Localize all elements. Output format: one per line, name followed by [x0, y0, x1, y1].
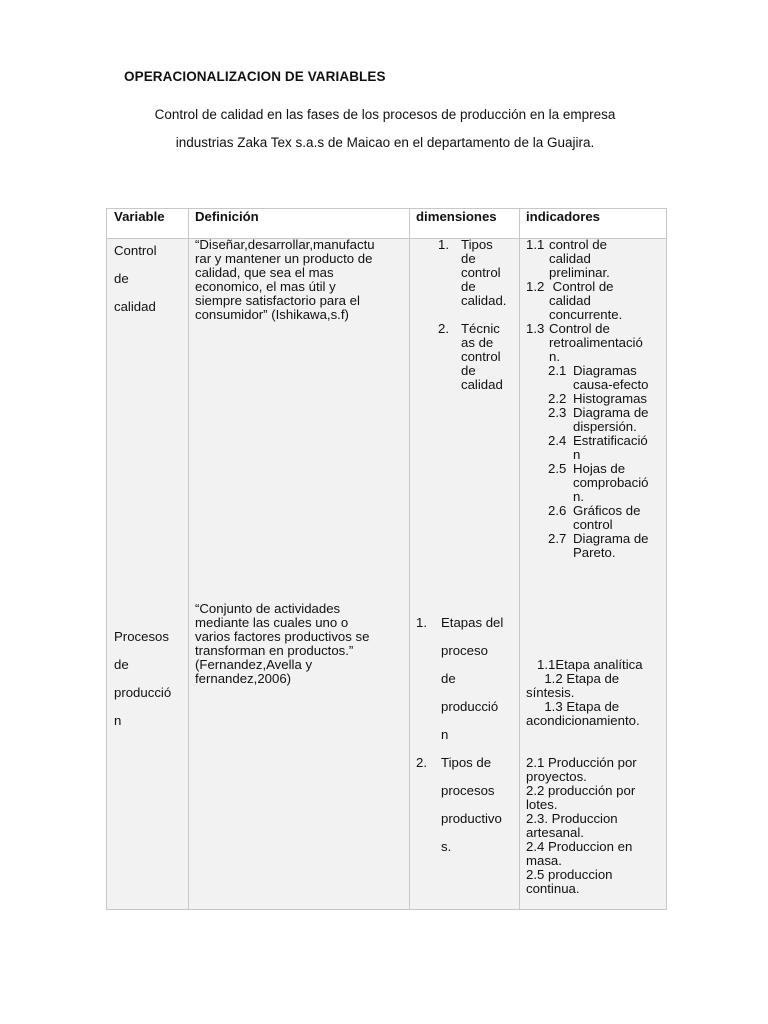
- list-number: 2.5: [548, 461, 567, 476]
- dimension-line: proceso: [441, 643, 488, 658]
- indicator-item: [548, 406, 649, 434]
- indicator-line: acondicionamiento.: [526, 713, 640, 728]
- row2-definition: [195, 602, 369, 686]
- dimension-line: procesos: [441, 783, 495, 798]
- list-number: 2.2: [548, 391, 567, 406]
- dimension-line: Tipos de: [441, 755, 492, 770]
- indicator-item: [548, 462, 649, 504]
- row1-indicator-1-2: [526, 280, 622, 322]
- row1-definition-line: economico, el mas útil y: [195, 279, 336, 294]
- indicator-item: [548, 504, 649, 532]
- dimension-line: de: [461, 251, 476, 266]
- list-number: 1.3: [526, 321, 545, 336]
- indicator-line: n.: [549, 349, 560, 364]
- row2-variable-line: producció: [114, 685, 172, 700]
- dimension-line: de: [461, 363, 476, 378]
- indicator-line: 1.1Etapa analítica: [526, 657, 643, 672]
- dimension-line: as de: [461, 335, 494, 350]
- header-dimensiones: dimensiones: [416, 209, 497, 224]
- row2-definition-line: fernandez,2006): [195, 671, 292, 686]
- indicator-item: [548, 392, 649, 406]
- dimension-line: calidad: [461, 377, 503, 392]
- indicator-line: preliminar.: [549, 265, 610, 280]
- list-number: 1.: [438, 237, 449, 252]
- indicator-line: 2.4 Produccion en: [526, 839, 633, 854]
- row2-dimension-1: [416, 609, 503, 749]
- row1-definition-line: “Diseñar,desarrollar,manufactu: [195, 237, 375, 252]
- indicator-line: 1.2 Etapa de: [526, 671, 620, 686]
- indicator-line: artesanal.: [526, 825, 584, 840]
- row2-definition-line: (Fernandez,Avella y: [195, 657, 313, 672]
- row2-indicators-types: [526, 756, 637, 896]
- indicator-line: retroalimentació: [549, 335, 643, 350]
- dimension-line: control: [461, 349, 501, 364]
- row1-definition-line: siempre satisfactorio para el: [195, 293, 360, 308]
- list-number: 1.1: [526, 237, 545, 252]
- dimension-line: productivo: [441, 811, 502, 826]
- row2-variable-line: n: [114, 713, 122, 728]
- row1-definition-line: calidad, que sea el mas: [195, 265, 334, 280]
- indicator-line: Diagrama de: [573, 405, 649, 420]
- subtitle-line-2: industrias Zaka Tex s.a.s de Maicao en el departamento de la Guajira.: [175, 135, 595, 150]
- list-number: 2.: [416, 755, 427, 770]
- indicator-item: [548, 364, 649, 392]
- list-number: 2.3: [548, 405, 567, 420]
- row1-variable-line: de: [114, 271, 129, 286]
- row1-variable: [114, 237, 157, 321]
- dimension-line: Etapas del: [441, 615, 504, 630]
- indicator-line: proyectos.: [526, 769, 587, 784]
- indicator-line: continua.: [526, 881, 580, 896]
- list-number: 2.1: [548, 363, 567, 378]
- dimension-line: n: [441, 727, 449, 742]
- indicator-line: lotes.: [526, 797, 558, 812]
- row1-dimension-1: [440, 238, 506, 308]
- indicator-line: dispersión.: [573, 419, 637, 434]
- row2-variable: [114, 623, 171, 735]
- dimension-line: de: [441, 671, 456, 686]
- row2-definition-line: “Conjunto de actividades: [195, 601, 341, 616]
- dimension-line: calidad.: [461, 293, 507, 308]
- row1-variable-line: calidad: [114, 299, 156, 314]
- subtitle-line-1: Control de calidad en las fases de los procesos de producción en la empresa: [154, 107, 616, 122]
- indicator-line: 2.2 producción por: [526, 783, 636, 798]
- header-indicadores: indicadores: [526, 209, 601, 224]
- operationalization-table: [106, 208, 667, 910]
- row1-indicator-1-1: [526, 238, 610, 280]
- row2-definition-line: mediante las cuales uno o: [195, 615, 349, 630]
- list-number: 2.4: [548, 433, 567, 448]
- row2-dimension-2: [416, 749, 502, 861]
- list-number: 2.7: [548, 531, 567, 546]
- indicator-line: Diagramas: [573, 363, 637, 378]
- indicator-line: comprobació: [573, 475, 649, 490]
- indicator-line: calidad: [549, 251, 591, 266]
- indicator-line: calidad: [549, 293, 591, 308]
- indicator-line: Gráficos de: [573, 503, 641, 518]
- row2-definition-line: transforman en productos.”: [195, 643, 354, 658]
- row1-definition-line: consumidor” (Ishikawa,s.f): [195, 307, 349, 322]
- indicator-line: 2.5 produccion: [526, 867, 613, 882]
- row1-indicator-1-3: [526, 322, 643, 364]
- dimension-line: Técnic: [461, 321, 500, 336]
- list-number: 1.: [416, 615, 427, 630]
- indicator-line: Control de: [549, 321, 610, 336]
- indicator-line: Estratificació: [573, 433, 648, 448]
- indicator-line: control: [573, 517, 613, 532]
- indicator-line: Pareto.: [573, 545, 616, 560]
- list-number: 1.2: [526, 279, 545, 294]
- indicator-item: [548, 532, 649, 560]
- row2-definition-line: varios factores productivos se: [195, 629, 370, 644]
- document-title: OPERACIONALIZACION DE VARIABLES: [124, 69, 386, 84]
- indicator-line: Control de: [549, 279, 614, 294]
- indicator-line: concurrente.: [549, 307, 623, 322]
- dimension-line: producció: [441, 699, 499, 714]
- row1-variable-line: Control: [114, 243, 157, 258]
- row1-dimension-2: [440, 322, 503, 392]
- header-definicion: Definición: [195, 209, 259, 224]
- row1-indicators-techniques: [548, 364, 649, 560]
- indicator-line: n: [573, 447, 581, 462]
- list-number: 2.: [438, 321, 449, 336]
- indicator-line: Histogramas: [573, 391, 648, 406]
- row2-variable-line: Procesos: [114, 629, 169, 644]
- indicator-line: síntesis.: [526, 685, 575, 700]
- indicator-line: 2.1 Producción por: [526, 755, 637, 770]
- indicator-line: Hojas de: [573, 461, 626, 476]
- row2-variable-line: de: [114, 657, 129, 672]
- row1-definition-line: rar y mantener un producto de: [195, 251, 373, 266]
- indicator-line: causa-efecto: [573, 377, 649, 392]
- indicator-line: masa.: [526, 853, 562, 868]
- indicator-line: Diagrama de: [573, 531, 649, 546]
- indicator-line: 1.3 Etapa de: [526, 699, 620, 714]
- list-number: 2.6: [548, 503, 567, 518]
- dimension-line: s.: [441, 839, 452, 854]
- dimension-line: Tipos: [461, 237, 493, 252]
- indicator-item: [548, 434, 649, 462]
- dimension-line: de: [461, 279, 476, 294]
- row2-indicators-stages: [526, 658, 643, 728]
- indicator-line: 2.3. Produccion: [526, 811, 618, 826]
- indicator-line: n.: [573, 489, 584, 504]
- indicator-line: control de: [549, 237, 607, 252]
- header-variable: Variable: [114, 209, 165, 224]
- row1-definition: [195, 238, 375, 322]
- dimension-line: control: [461, 265, 501, 280]
